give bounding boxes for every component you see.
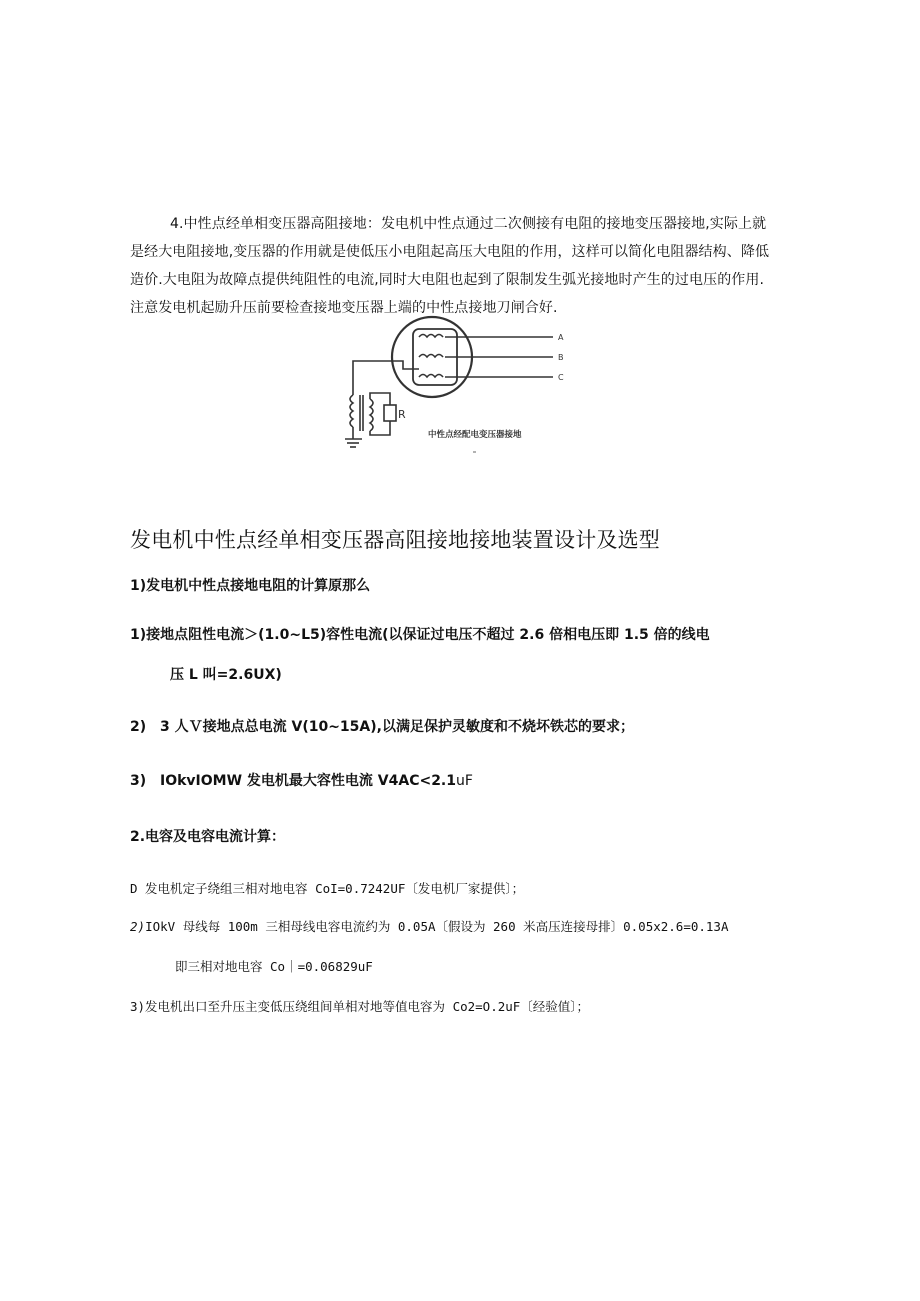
sub2-title: 2.电容及电容电流计算： [130,829,286,845]
winding-coils [419,335,443,378]
transformer-primary [350,395,353,439]
sub1-title: 1)发电机中性点接地电阻的计算原那么 [130,578,371,594]
resistor [384,405,396,421]
item-1-continuation: 压 L 叫=2.6UX) [170,667,282,683]
calc-2-continuation: 即三相对地电容 Co｜=0.06829uF [175,959,373,974]
calc-2-text: IOkV 母线每 100m 三相母线电容电流约为 0.05A〔假设为 260 米高压连接母排〕0.05x2.6=0.13A [145,919,729,934]
item-3-unit: uF [456,773,473,789]
item-3 [130,770,473,792]
item-1-text: 接地点阻性电流＞(1.0~L5)容性电流(以保证过电压不超过 2.6 倍相电压即 1.5 倍的线电 [146,627,710,643]
item-2-number: 2) [130,719,147,735]
item-3-number: 3) [130,773,147,789]
phase-c-label: C [558,373,564,382]
ground-icon [345,439,362,447]
section-title: 发电机中性点经单相变压器高阻接地接地装置设计及选型 [130,528,660,552]
item-3-text: IOkvIOMW 发电机最大容性电流 V4AC<2.1 [160,773,456,789]
resistor-label: R [398,408,406,421]
calc-2-number: 2) [130,919,146,934]
grounding-diagram [345,313,580,458]
phase-b-label: B [558,353,564,362]
item-1 [130,624,710,646]
calc-2 [130,916,729,938]
calc-1: D 发电机定子绕组三相对地电容 CoI=0.7242UF〔发电机厂家提供〕； [130,881,525,896]
phase-a-label: A [558,333,564,342]
item-2-text: 3 人Ｖ接地点总电流 V(10~15A),以满足保护灵敏度和不烧坏铁芯的要求； [160,719,634,735]
transformer-core [360,395,363,431]
item-2 [130,716,634,738]
calc-3: 3)发电机出口至升压主变低压绕组间单相对地等值电容为 Co2=O.2uF〔经验值〕； [130,999,590,1014]
figure-caption: 中性点经配电变压器接地 [428,430,522,440]
item-1-number: 1) [130,627,147,643]
intro-paragraph: 4.中性点经单相变压器高阻接地：发电机中性点通过二次侧接有电阻的接地变压器接地,实际上就是经大电阻接地,变压器的作用就是使低压小电阻起高压大电阻的作用，这样可以简化电阻器结构、降低造价.大电阻为故障点提供纯阻性的电流,同时大电阻也起到了限制发生弧光接地时产生的过电压的作用.注意发电机起励升压前要检查接地变压器上端的中性点接地刀闸合好. [130,216,770,316]
phase-lines [445,337,553,377]
grounding-diagram-svg [345,313,580,458]
